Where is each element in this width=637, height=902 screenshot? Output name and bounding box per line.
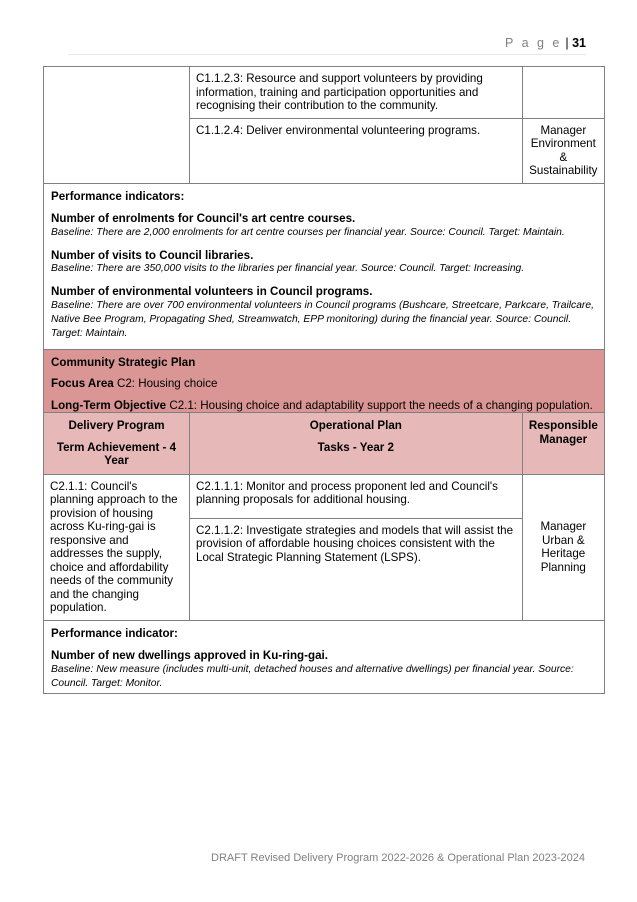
performance-indicator-cell: [44, 620, 605, 693]
task-cell: C1.1.2.4: Deliver environmental volunteering programs.: [190, 118, 523, 183]
csp-title: Community Strategic Plan: [51, 355, 196, 369]
task-cell: C2.1.1.1: Monitor and process proponent led and Council's planning proposals for additional housing.: [190, 474, 523, 518]
performance-heading: Performance indicators:: [51, 189, 185, 203]
page-number: 31: [572, 36, 586, 50]
responsible-manager-header: Responsible Manager: [522, 413, 604, 475]
manager-cell: Manager Urban & Heritage Planning: [522, 474, 604, 620]
task-cell: C1.1.2.3: Resource and support volunteers by providing information, training and participation opportunities and recognising their contribution to the community.: [190, 67, 523, 119]
indicator-measure: Number of environmental volunteers in Council programs.: [51, 285, 373, 298]
tasks-year-label: Tasks - Year 2: [317, 440, 394, 454]
indicator-measure: Number of enrolments for Council's art centre courses.: [51, 212, 356, 225]
csp-row: [44, 349, 605, 413]
indicator-baseline: Baseline: There are 350,000 visits to the libraries per financial year. Source: Council. Target: Increasing.: [51, 263, 525, 274]
term-achievement-label: Term Achievement - 4 Year: [56, 440, 177, 467]
page-separator: |: [565, 36, 569, 50]
objective-label: Long-Term Objective: [51, 398, 167, 412]
indicator-baseline: Baseline: There are over 700 environmental volunteers in Council programs (Bushcare, Streetcare, Parkcare, Trailcare, Native Bee Program, Propagating Shed, Streamwatch, EPP monitoring) during the financial year. Source: Council. Target: Maintain.: [51, 299, 594, 339]
manager-cell: Manager Environment & Sustainability: [522, 118, 604, 183]
focus-area-value: C2: Housing choice: [113, 377, 218, 390]
community-strategic-plan-cell: [44, 349, 605, 413]
focus-area-label: Focus Area: [51, 377, 114, 390]
manager-cell-empty: [522, 67, 604, 119]
page-label: P a g e: [504, 36, 562, 50]
page-header: [68, 36, 586, 55]
column-header-row: [44, 413, 605, 475]
term-achievement-cell-empty: [44, 67, 190, 184]
operational-plan-label: Operational Plan: [309, 419, 402, 432]
performance-indicators-row: [44, 183, 605, 349]
term-achievement-cell: C2.1.1: Council's planning approach to the provision of housing across Ku-ring-gai is responsive and addresses the supply, choice and affordability needs of the community and the changing population.: [44, 474, 190, 620]
page-footer: DRAFT Revised Delivery Program 2022-2026 & Operational Plan 2023-2024: [211, 852, 585, 864]
table-row: [44, 474, 605, 518]
indicator-measure: Number of new dwellings approved in Ku-ring-gai.: [51, 649, 328, 662]
delivery-program-label: Delivery Program: [68, 419, 165, 432]
performance-indicators-cell: [44, 183, 605, 349]
delivery-program-table: [43, 66, 605, 694]
long-term-objective: [51, 399, 597, 413]
performance-heading: Performance indicator:: [51, 626, 178, 640]
performance-indicator-row: [44, 620, 605, 693]
delivery-program-header: [44, 413, 190, 475]
task-cell: C2.1.1.2: Investigate strategies and models that will assist the provision of affordable housing choices consistent with the Local Strategic Planning Statement (LSPS).: [190, 518, 523, 620]
operational-plan-header: [190, 413, 523, 475]
focus-area: [51, 377, 597, 391]
indicator-baseline: Baseline: New measure (includes multi-unit, detached houses and alternative dwellings) per financial year. Source: Council. Target: Monitor.: [51, 663, 574, 689]
objective-value: C2.1: Housing choice and adaptability support the needs of a changing population.: [166, 398, 593, 412]
indicator-baseline: Baseline: There are 2,000 enrolments for art centre courses per financial year. Source: Council. Target: Maintain.: [51, 226, 565, 238]
indicator-measure: Number of visits to Council libraries.: [51, 248, 254, 262]
table-row: [44, 67, 605, 119]
